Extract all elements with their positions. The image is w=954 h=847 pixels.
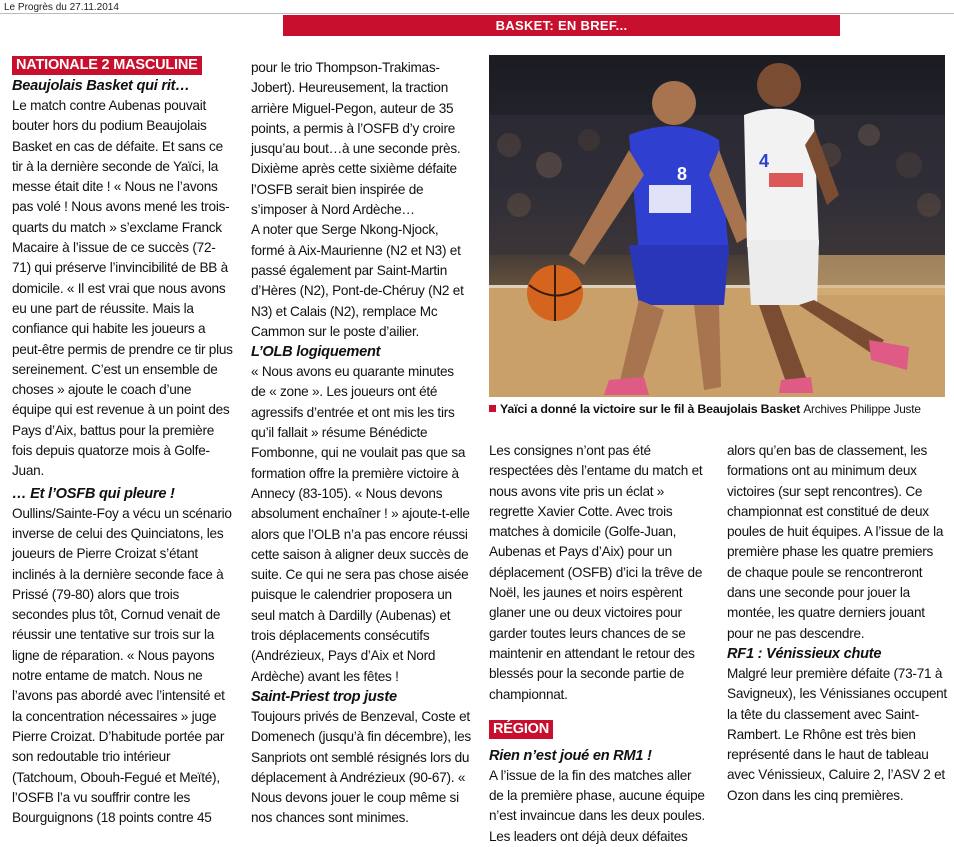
- paragraph: Toujours privés de Benzeval, Coste et Domenech (jusqu’à fin décembre), les Sanpriots ont semblé résignés lors du déplacement à Andrézieux (90-67). « Nous devons jouer le coup même si nos chances sont minimes.: [251, 708, 471, 826]
- paragraph: « Nous avons eu quarante minutes de « zone ». Les joueurs ont été agressifs d’entrée et ont mis les tirs qu’il fallait » résume Bénédicte Fombonne, qui ne voulait pas que sa formation offre la première victoire à Annecy (83-105). « Nous devons absolument enchaîner ! » ajoute-t-elle alors que l’OLB n’a pas encore réussi cette saison à aligner deux succès de suite. Ce qui ne sera pas chose aisée puisque le calendrier proposera un seul match à Dardilly (Aubenas) et trois déplacements consécutifs (Andrézieux, Pays d’Aix et Nord Ardèche) avant les fêtes !: [251, 364, 470, 684]
- photo-credit: Archives Philippe Juste: [803, 402, 921, 416]
- caption-marker: [489, 405, 496, 412]
- subhead-osfb: … Et l’OSFB qui pleure !: [12, 485, 175, 502]
- subhead-olb: L’OLB logiquement: [251, 344, 381, 361]
- kicker-nationale: NATIONALE 2 MASCULINE: [12, 56, 202, 75]
- paragraph: A l’issue de la fin des matches aller de la première phase, aucune équipe n’est invaincue dans les deux poules. Les leaders ont déjà deux défaites: [489, 767, 705, 844]
- paragraph: Malgré leur première défaite (73-71 à Savigneux), les Vénissianes occupent la tête du classement avec Saint-Rambert. Le Rhône est très bien représenté dans le haut de tableau avec Vénissieux, Caluire 2, l’ASV 2 et Ozon dans les cinq premières.: [727, 665, 947, 803]
- paragraph: Les consignes n’ont pas été respectées dès l’entame du match et nous avons vite pris un éclat » regrette Xavier Cotte. Avec trois matches à domicile (Golfe-Juan, Aubenas et Pays d’Aix) pour un déplacement (OSFB) d’ici la trêve de Noël, les jaunes et noirs espèrent glaner une ou deux victoires pour garder toutes leurs chances de se maintenir en attendant le retour des blessés pour la seconde partie de championnat.: [489, 443, 703, 702]
- subhead-beaujolais: Beaujolais Basket qui rit…: [12, 78, 190, 94]
- paragraph: Le match contre Aubenas pouvait bouter hors du podium Beaujolais Basket en cas de défaite. Et sans ce tir à la dernière seconde de Yaïci, la messe était dite ! « Nous ne l’avons pas volé ! Nous avons mené les trois-quarts du match » s’exclame Franck Macaire à l’issue de ce succès (72-71) qui préserve l’invincibilité de BB à domicile. « Il est vrai que nous avons eu une part de réussite. Mais la confiance qui habite les joueurs a peut-être permis de prendre ce tir plus sereinement. C’est un ensemble de choses » ajoute le coach d’une équipe qui est revenue à un point des Pays d’Aix, battus pour la première fois depuis quatorze mois à Golfe-Juan.: [12, 98, 233, 479]
- jersey-number-right: 4: [759, 151, 770, 171]
- article-column-3: [489, 441, 709, 847]
- photo-caption: [489, 402, 949, 416]
- paragraph: Oullins/Sainte-Foy a vécu un scénario inverse de celui des Quinciatons, les joueurs de Pierre Croizat s’étant inclinés à la dernière seconde face à Prissé (79-80) alors que trois secondes plus tôt, Cornud venait de réussir une tentative sur trois sur la ligne de réparation. « Nous payons notre entame de match. Nous ne l’avons pas abordé avec l’intensité et la concentration nécessaires » juge Pierre Croizat. D’habitude portée par son redoutable trio intérieur (Tatchoum, Obouh-Fegué et Meïté), l’OSFB l’a vu souffrir contre les Bourguignons (18 points contre 45: [12, 505, 232, 826]
- paragraph: pour le trio Thompson-Trakimas-Jobert). Heureusement, la traction arrière Miguel-Pegon, auteur de 35 points, a permis à l’OSFB d’y croire jusqu’au bout…à une seconde près. Dixième après cette sixième défaite l’OSFB serait bien inspirée de s’imposer à Nord Ardèche…: [251, 60, 461, 218]
- subhead-rm1: Rien n’est joué en RM1 !: [489, 747, 652, 764]
- paragraph: A noter que Serge Nkong-Njock, formé à Aix-Maurienne (N2 et N3) et passé également par Saint-Martin d’Hères (N2), Pont-de-Chéruy (N2 et N3) et Calais (N2), remplace Mc Cammon sur le poste d’ailier.: [251, 222, 464, 339]
- caption-text: Yaïci a donné la victoire sur le fil à Beaujolais Basket: [500, 402, 801, 416]
- article-column-4: [727, 441, 947, 806]
- subhead-saint-priest: Saint-Priest trop juste: [251, 688, 397, 705]
- basketball-photo: [489, 55, 945, 397]
- section-banner: BASKET: EN BREF...: [283, 15, 840, 36]
- jersey-number-left: 8: [677, 164, 688, 184]
- source-line: Le Progrès du 27.11.2014: [4, 2, 119, 13]
- article-column-2: [251, 58, 471, 829]
- paragraph: alors qu’en bas de classement, les formations ont au minimum deux victoires (sur sept rencontres). Ce championnat est constitué de deux poules de huit équipes. A l’issue de la première phase les quatre premiers de chaque poule se rencontreront dans une seconde pour jouer la montée, les quatre derniers jouant pour ne pas descendre.: [727, 443, 944, 641]
- kicker-region: RÉGION: [489, 720, 553, 739]
- article-column-1: [12, 55, 234, 828]
- top-rule: [0, 13, 954, 14]
- subhead-rf1: RF1 : Vénissieux chute: [727, 645, 882, 662]
